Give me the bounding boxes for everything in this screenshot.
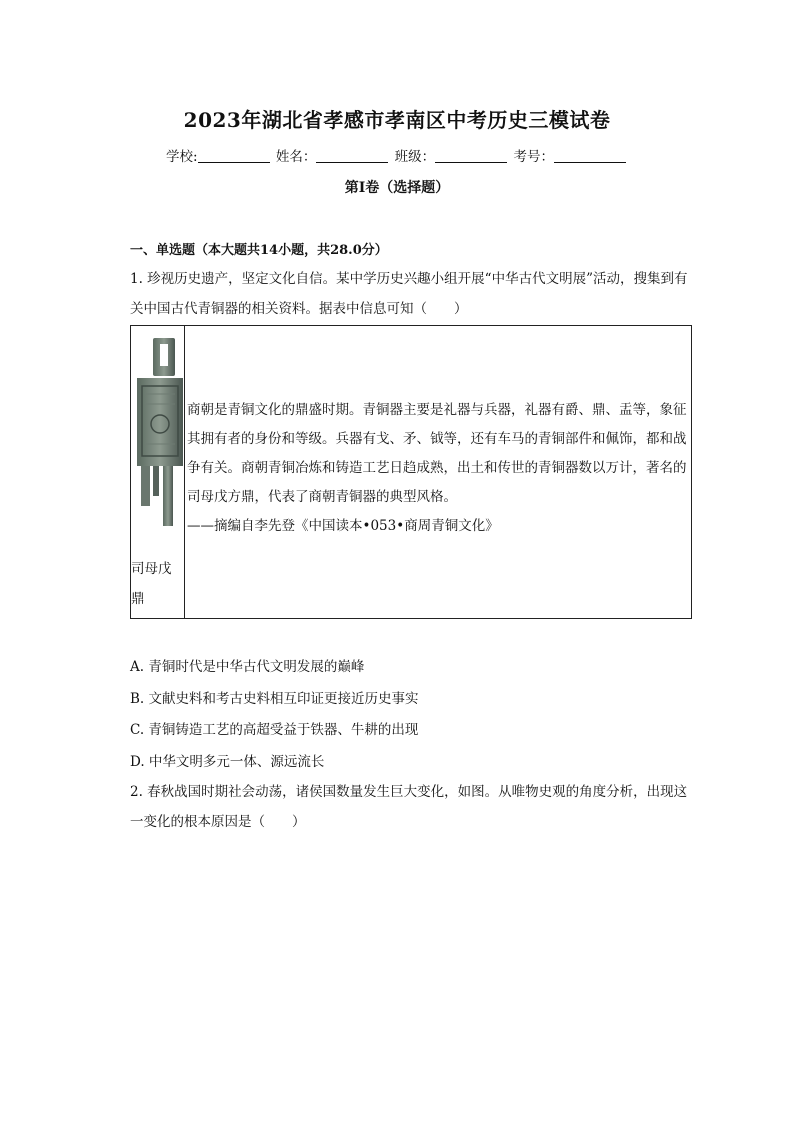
student-info-line <box>0 145 794 165</box>
class-label: 班级： <box>394 149 436 165</box>
question-1-options <box>130 652 690 778</box>
question-1-stem: 1. 珍视历史遗产，坚定文化自信。某中学历史兴趣小组开展“中华古代文明展”活动，搜集到有关中国古代青铜器的相关资料。据表中信息可知（ ） <box>130 271 688 317</box>
name-blank[interactable] <box>316 150 388 163</box>
option-d[interactable]: D. 中华文明多元一体、源远流长 <box>130 753 325 770</box>
table-text-cell <box>187 396 691 541</box>
table-divider <box>184 326 185 618</box>
name-label: 姓名： <box>275 149 317 165</box>
section-heading: 一、单选题（本大题共14小题，共28.0分） <box>130 243 388 258</box>
option-b[interactable]: B. 文献史料和考古史料相互印证更接近历史事实 <box>130 690 419 707</box>
school-blank[interactable] <box>198 150 270 163</box>
exam-number-label: 考号： <box>513 149 554 165</box>
image-caption: 司母戊鼎 <box>131 561 172 607</box>
school-label: 学校: <box>166 149 198 165</box>
exam-title: 2023年湖北省孝感市孝南区中考历史三模试卷 <box>183 108 611 132</box>
option-a[interactable]: A. 青铜时代是中华古代文明发展的巅峰 <box>130 659 365 675</box>
question-2-stem: 2. 春秋战国时期社会动荡，诸侯国数量发生巨大变化，如图。从唯物史观的角度分析，出现这一变化的根本原因是（ ） <box>130 784 688 830</box>
table-source: ——摘编自李先登《中国读本•053•商周青铜文化》 <box>187 518 499 534</box>
class-blank[interactable] <box>435 150 507 163</box>
table-passage: 商朝是青铜文化的鼎盛时期。青铜器主要是礼器与兵器，礼器有爵、鼎、盂等，象征其拥有者的身份和等级。兵器有戈、矛、钺等，还有车马的青铜部件和佩饰，都和战争有关。商朝青铜冶炼和铸造工艺日趋成熟，出土和传世的青铜器数以万计，著名的司母戊方鼎，代表了商朝青铜器的典型风格。 <box>187 402 687 505</box>
question-1-table <box>130 325 692 619</box>
bronze-ding-image <box>133 334 183 534</box>
volume-heading: 第I卷（选择题） <box>344 180 450 196</box>
option-c[interactable]: C. 青铜铸造工艺的高超受益于铁器、牛耕的出现 <box>130 722 419 738</box>
exam-number-blank[interactable] <box>554 150 626 163</box>
